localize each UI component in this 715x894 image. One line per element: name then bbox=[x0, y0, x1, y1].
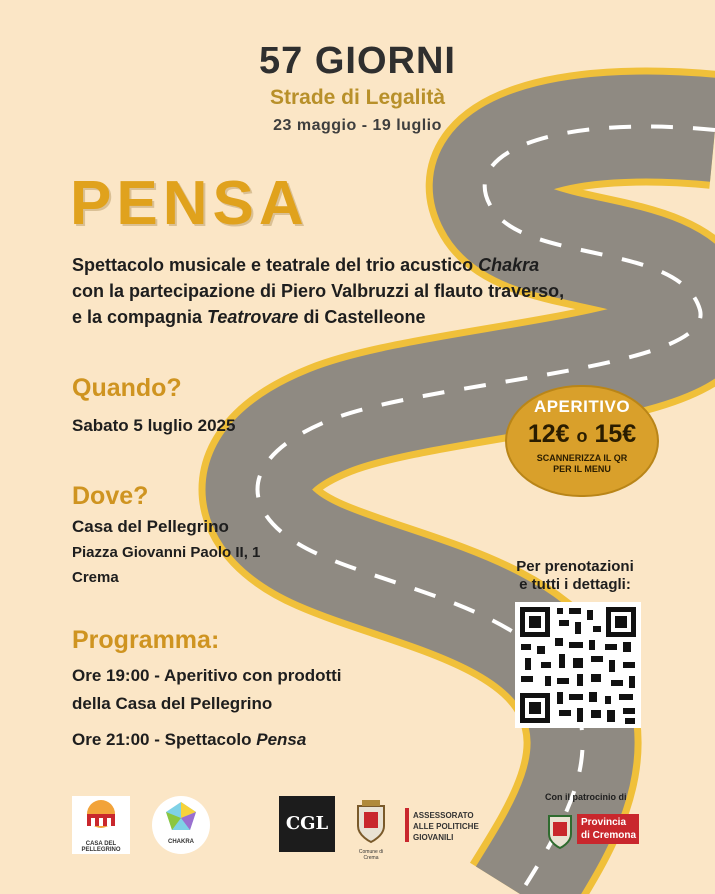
qr-code[interactable] bbox=[515, 602, 641, 728]
comune-label: Comune di Crema bbox=[358, 849, 384, 861]
assessorato-line-3: GIOVANILI bbox=[413, 833, 454, 842]
program-item-emphasis: Pensa bbox=[256, 730, 307, 749]
badge-price bbox=[507, 420, 657, 449]
provincia-label-line-1: Provincia bbox=[581, 817, 627, 828]
where-place: Casa del Pellegrino bbox=[72, 517, 229, 536]
assessorato-logo bbox=[405, 808, 487, 844]
description-line-3 bbox=[72, 304, 564, 330]
when-text: Sabato 5 luglio 2025 bbox=[72, 416, 236, 435]
event-title: PENSA bbox=[70, 169, 309, 238]
description-text: e la compagnia bbox=[72, 307, 208, 327]
badge-note bbox=[507, 453, 657, 475]
badge-title: APERITIVO bbox=[533, 397, 631, 416]
booking-caption-line-1: Per prenotazioni bbox=[516, 558, 634, 575]
comune-crest-icon bbox=[352, 796, 390, 844]
casa-pellegrino-logo bbox=[72, 796, 130, 854]
program-item-2 bbox=[72, 728, 306, 752]
campaign-title: 57 GIORNI bbox=[259, 40, 456, 82]
provincia-label-line-2: di Cremona bbox=[581, 830, 637, 841]
badge-price-a: 12€ bbox=[527, 420, 570, 448]
badge-price-separator: o bbox=[576, 426, 588, 446]
when-heading: Quando? bbox=[72, 374, 182, 402]
event-description bbox=[72, 252, 564, 330]
booking-caption bbox=[505, 558, 645, 594]
booking-caption-line-2: e tutti i dettagli: bbox=[519, 576, 631, 593]
assessorato-line-1: ASSESSORATO bbox=[413, 811, 474, 820]
provincia-cremona-logo bbox=[545, 808, 643, 850]
assessorato-line-2: ALLE POLITICHE bbox=[413, 822, 479, 831]
where-address: Piazza Giovanni Paolo II, 1 bbox=[72, 544, 261, 561]
provincia-crest-icon bbox=[545, 810, 575, 850]
description-emphasis: Chakra bbox=[478, 255, 540, 275]
patronage-label: Con il patrocinio di bbox=[545, 792, 627, 802]
description-emphasis: Teatrovare bbox=[207, 307, 299, 327]
badge-note-line-1: SCANNERIZZA IL QR bbox=[536, 453, 628, 463]
cgl-logo: CGL bbox=[279, 796, 335, 852]
casa-pellegrino-label: CASA DEL PELLEGRINO bbox=[81, 841, 121, 853]
where-city: Crema bbox=[72, 569, 119, 586]
program-item-text: Ore 21:00 - Spettacolo bbox=[72, 730, 257, 749]
description-line-1 bbox=[72, 252, 564, 278]
description-line-2: con la partecipazione di Piero Valbruzzi al flauto traverso, bbox=[72, 281, 565, 301]
casa-pellegrino-emblem bbox=[72, 796, 130, 836]
assessorato-text bbox=[413, 810, 479, 843]
where-heading: Dove? bbox=[72, 482, 149, 510]
provincia-label bbox=[577, 814, 639, 844]
comune-crema-logo bbox=[352, 796, 390, 861]
program-heading: Programma: bbox=[72, 626, 220, 654]
aperitivo-badge bbox=[505, 385, 659, 497]
badge-note-line-2: PER IL MENU bbox=[553, 464, 611, 474]
campaign-dates: 23 maggio - 19 luglio bbox=[273, 117, 442, 134]
description-text: Spettacolo musicale e teatrale del trio acustico bbox=[72, 255, 479, 275]
chakra-emblem bbox=[152, 796, 210, 838]
campaign-subtitle: Strade di Legalità bbox=[269, 86, 446, 109]
description-text: di Castelleone bbox=[298, 307, 426, 327]
chakra-label: CHAKRA bbox=[168, 839, 194, 845]
program-item-1-line-2: della Casa del Pellegrino bbox=[72, 694, 273, 713]
badge-price-b: 15€ bbox=[594, 420, 637, 448]
chakra-logo bbox=[152, 796, 210, 854]
assessorato-bar bbox=[405, 808, 409, 842]
program-item-1-line-1: Ore 19:00 - Aperitivo con prodotti bbox=[72, 666, 342, 685]
